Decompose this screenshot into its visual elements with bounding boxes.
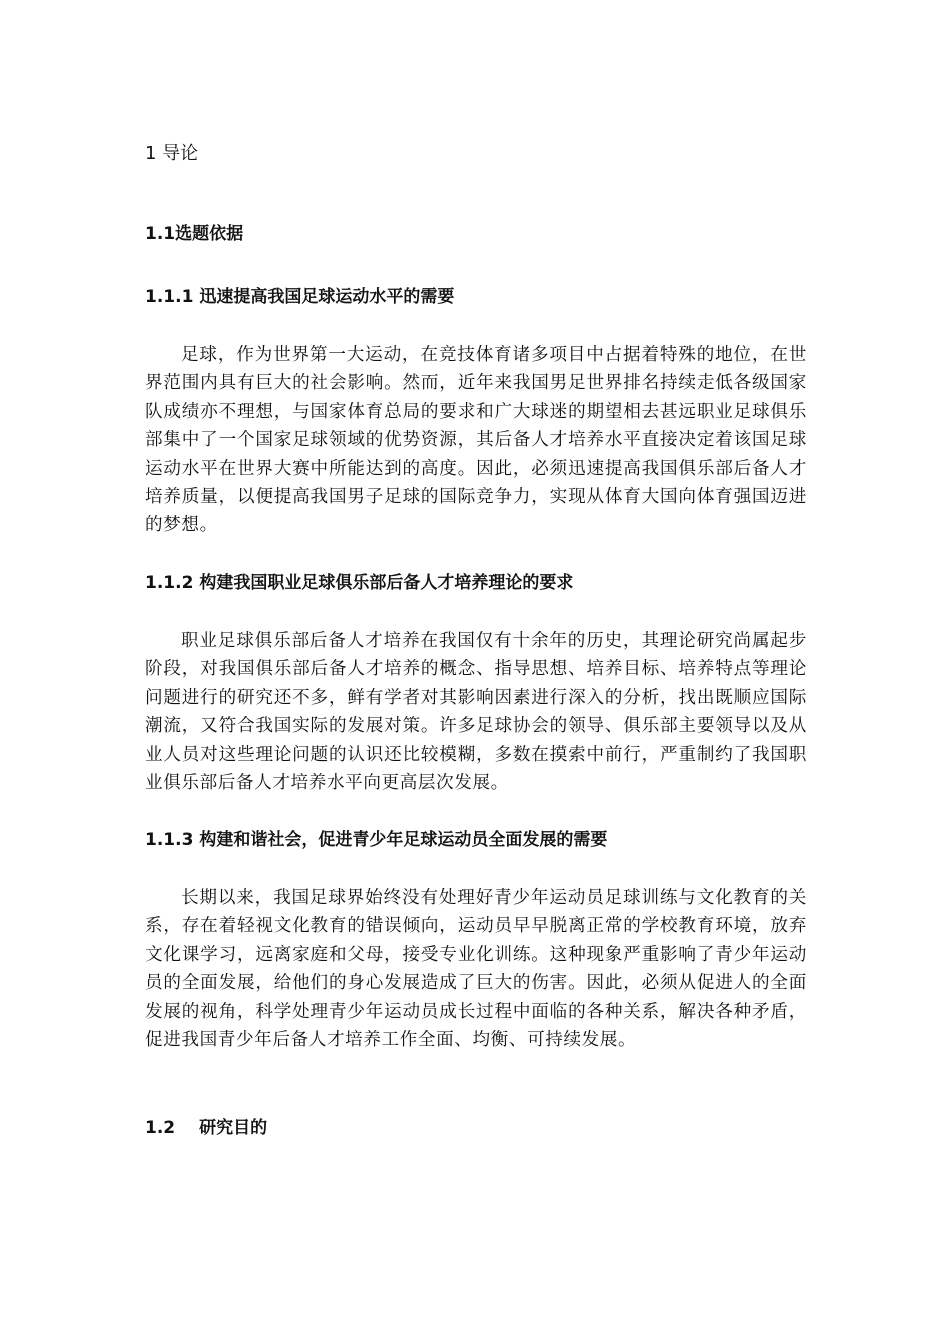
section-heading-1-2 (145, 1116, 807, 1140)
paragraph-1-1-2: 职业足球俱乐部后备人才培养在我国仅有十余年的历史，其理论研究尚属起步阶段，对我国俱乐部后备人才培养的概念、指导思想、培养目标、培养特点等理论问题进行的研究还不多，鲜有学者对其影响因素进行深入的分析，找出既顺应国际潮流，又符合我国实际的发展对策。许多足球协会的领导、俱乐部主要领导以及从业人员对这些理论问题的认识还比较模糊，多数在摸索中前行，严重制约了我国职业俱乐部后备人才培养水平向更高层次发展。 (145, 631, 807, 794)
paragraph-1-1-3: 长期以来，我国足球界始终没有处理好青少年运动员足球训练与文化教育的关系，存在着轻视文化教育的错误倾向，运动员早早脱离正常的学校教育环境，放弃文化课学习，远离家庭和父母，接受专业化训练。这种现象严重影响了青少年运动员的全面发展，给他们的身心发展造成了巨大的伤害。因此，必须从促进人的全面发展的视角，科学处理青少年运动员成长过程中面临的各种关系，解决各种矛盾，促进我国青少年后备人才培养工作全面、均衡、可持续发展。 (145, 888, 807, 1051)
subsection-heading-1-1-2: 1.1.2 构建我国职业足球俱乐部后备人才培养理论的要求 (145, 573, 574, 593)
section-1-2-number: 1.2 (145, 1118, 176, 1138)
section-heading-1-1: 1.1选题依据 (145, 224, 244, 244)
subsection-heading-1-1-3: 1.1.3 构建和谐社会，促进青少年足球运动员全面发展的需要 (145, 830, 608, 850)
paragraph-1-1-1: 足球，作为世界第一大运动，在竞技体育诸多项目中占据着特殊的地位，在世界范围内具有巨大的社会影响。然而，近年来我国男足世界排名持续走低各级国家队成绩亦不理想，与国家体育总局的要求和广大球迷的期望相去甚远职业足球俱乐部集中了一个国家足球领域的优势资源，其后备人才培养水平直接决定着该国足球运动水平在世界大赛中所能达到的高度。因此，必须迅速提高我国俱乐部后备人才培养质量，以便提高我国男子足球的国际竞争力，实现从体育大国向体育强国迈进的梦想。 (145, 345, 807, 536)
chapter-title: 1 导论 (145, 143, 199, 164)
subsection-heading-1-1-1: 1.1.1 迅速提高我国足球运动水平的需要 (145, 287, 455, 307)
section-1-2-title: 研究目的 (199, 1118, 268, 1138)
